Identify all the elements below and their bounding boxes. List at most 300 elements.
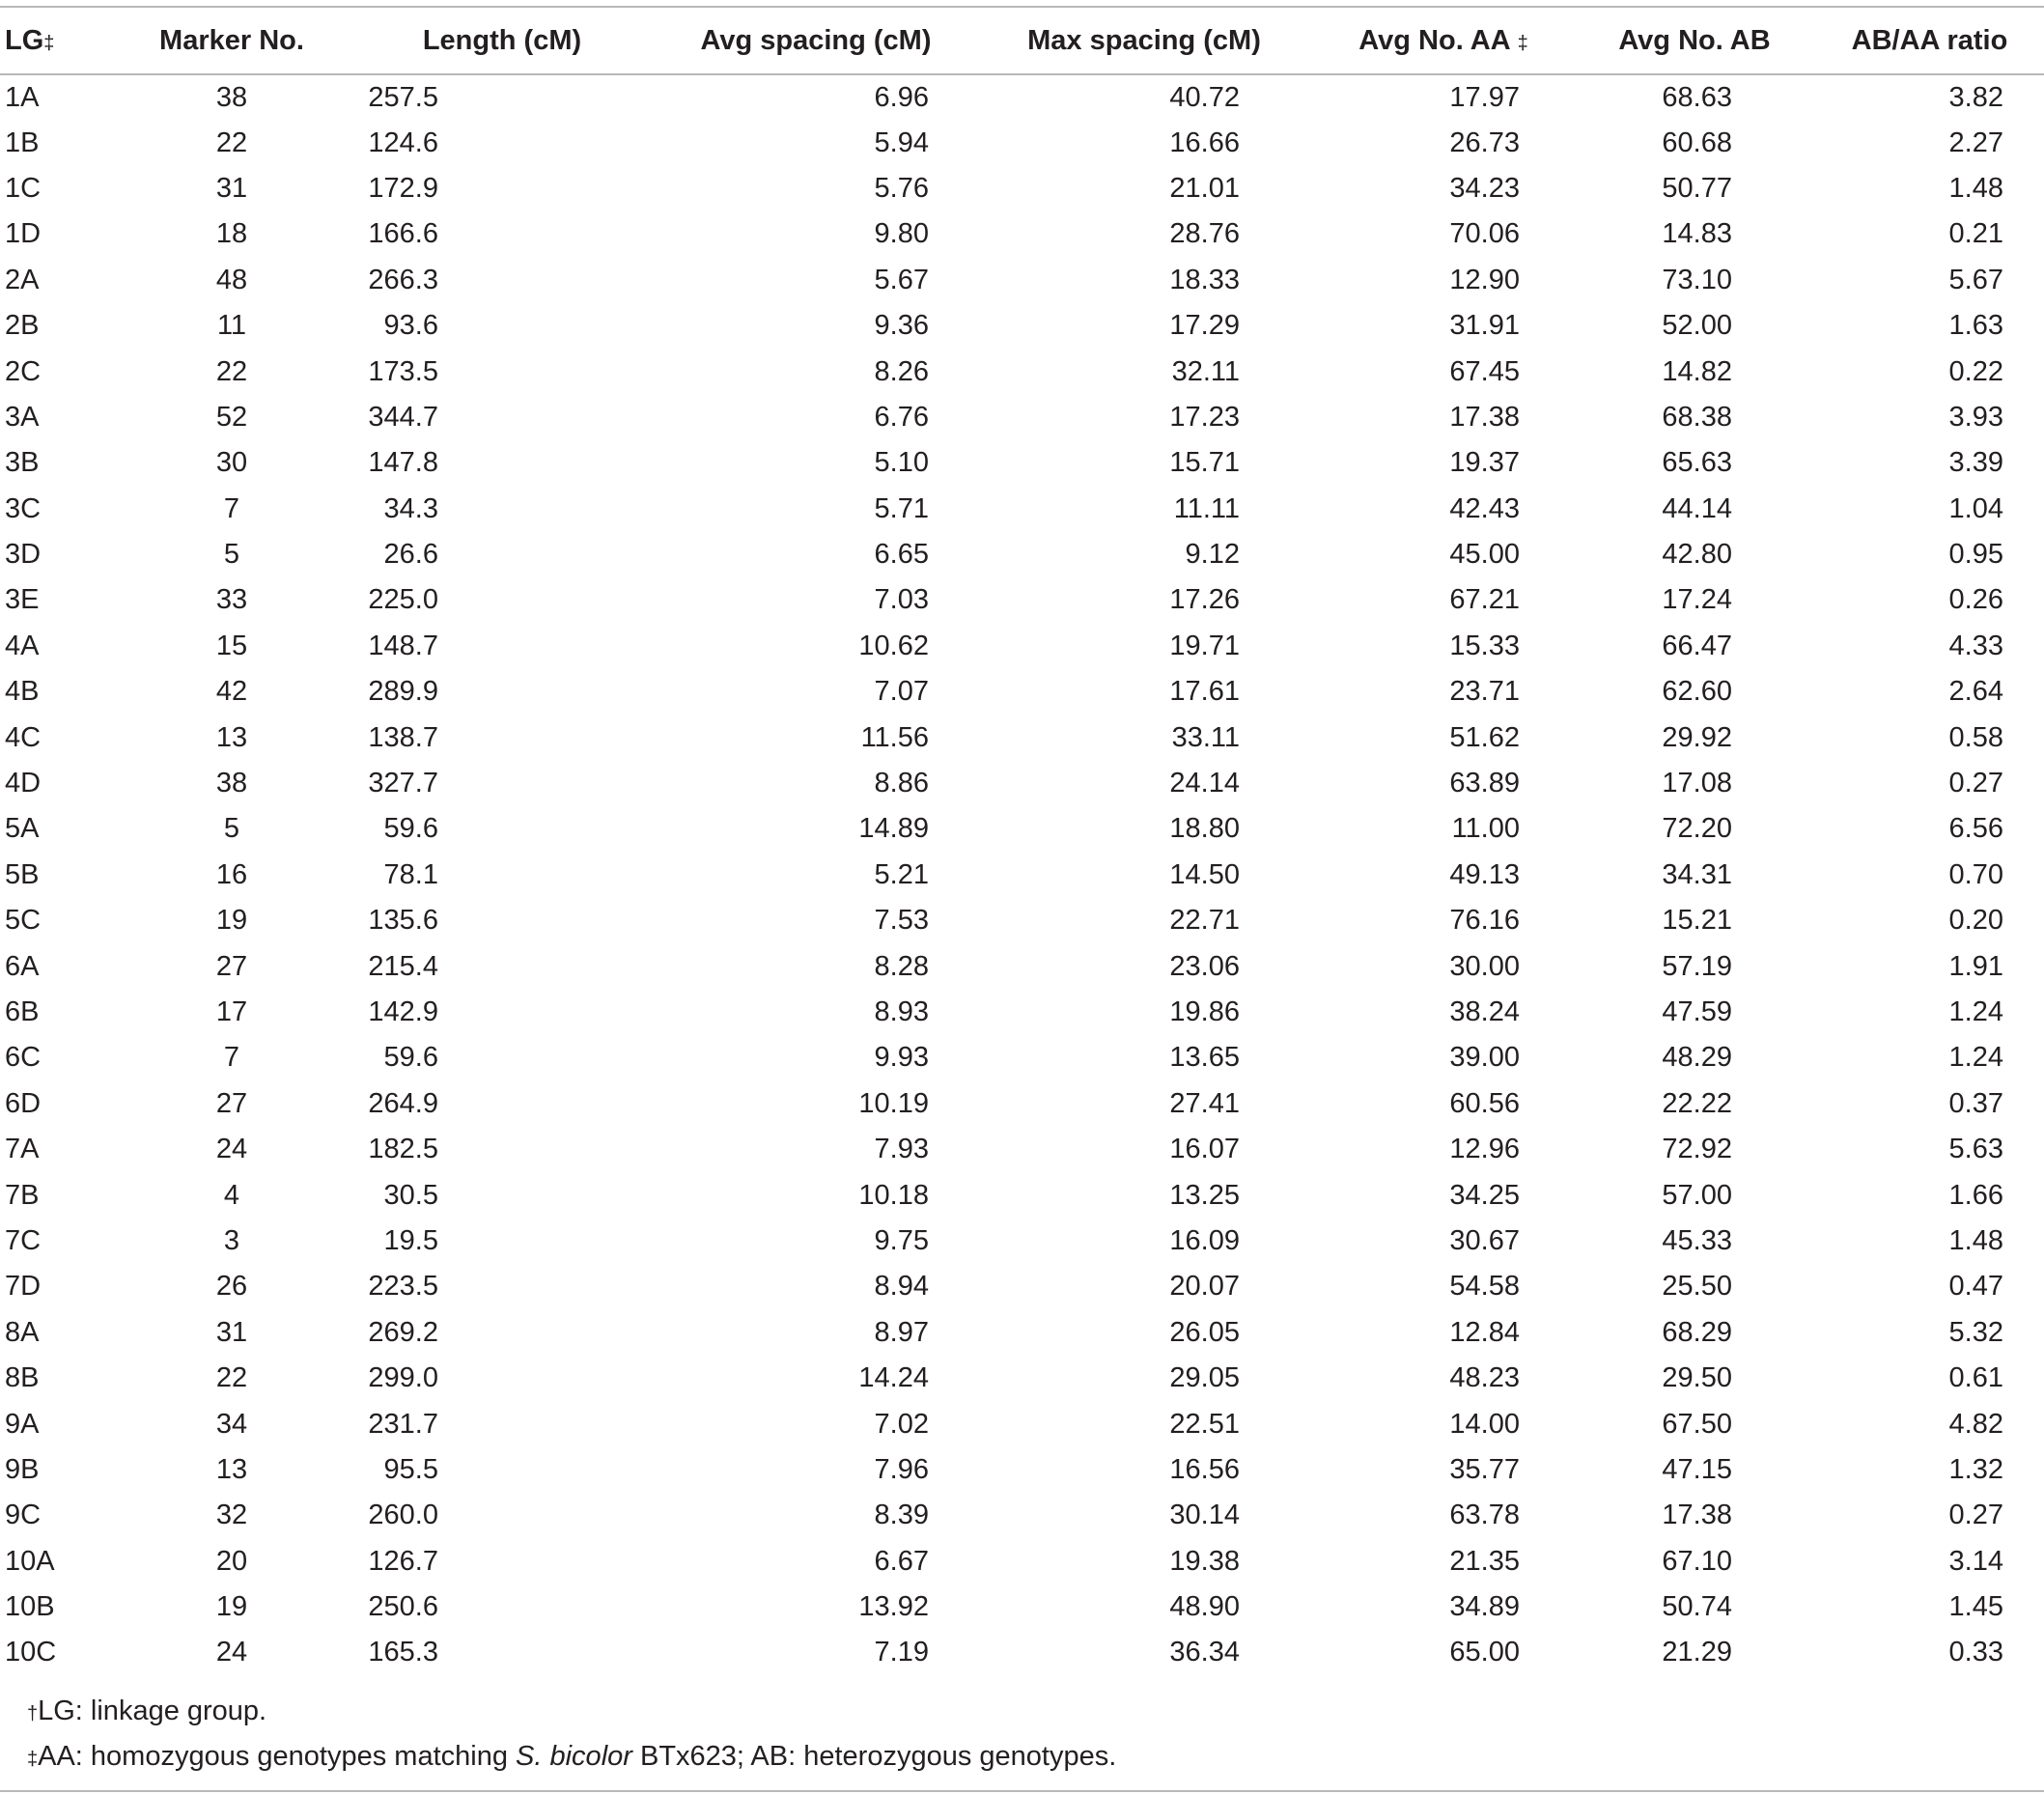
ab-aa-ratio-cell: 0.37 [1948, 1087, 2003, 1119]
table-row [0, 74, 2044, 120]
avg-ab-cell: 57.00 [1662, 1179, 1732, 1211]
length-cell: 30.5 [383, 1179, 438, 1211]
marker-no-cell: 17 [215, 996, 248, 1027]
max-spacing-cell: 29.05 [1169, 1362, 1240, 1394]
length-cell: 147.8 [368, 447, 438, 479]
avg-ab-cell: 17.38 [1662, 1500, 1732, 1531]
length-cell: 95.5 [383, 1453, 438, 1485]
avg-spacing-cell: 8.86 [874, 768, 929, 799]
footnote-lg-mark: † [27, 1703, 39, 1724]
lg-cell: 4D [5, 768, 42, 799]
table-row [0, 1356, 2044, 1401]
avg-ab-cell: 65.63 [1662, 447, 1732, 479]
avg-spacing-cell: 7.93 [874, 1134, 929, 1165]
avg-spacing-cell: 10.19 [858, 1087, 929, 1119]
length-cell: 215.4 [368, 950, 438, 982]
avg-spacing-cell: 6.96 [874, 81, 929, 113]
ab-aa-ratio-cell: 0.33 [1948, 1637, 2003, 1668]
avg-spacing-cell: 6.76 [874, 401, 929, 433]
marker-no-cell: 15 [215, 630, 248, 661]
avg-spacing-cell: 8.39 [874, 1500, 929, 1531]
lg-cell: 9B [5, 1453, 40, 1485]
avg-aa-cell: 54.58 [1449, 1271, 1520, 1303]
table-row [0, 761, 2044, 806]
marker-no-cell: 4 [223, 1179, 240, 1211]
lg-cell: 6D [5, 1087, 42, 1119]
ab-aa-ratio-cell: 3.39 [1948, 447, 2003, 479]
lg-cell: 3B [5, 447, 40, 479]
linkage-group-table [0, 6, 2044, 1676]
avg-ab-cell: 29.50 [1662, 1362, 1732, 1394]
length-cell: 299.0 [368, 1362, 438, 1394]
max-spacing-cell: 19.38 [1169, 1545, 1240, 1577]
avg-ab-cell: 44.14 [1662, 492, 1732, 524]
max-spacing-cell: 19.86 [1169, 996, 1240, 1027]
avg-ab-cell: 62.60 [1662, 676, 1732, 708]
max-spacing-cell: 32.11 [1171, 355, 1240, 387]
avg-spacing-cell: 10.18 [858, 1179, 929, 1211]
avg-ab-cell: 57.19 [1662, 950, 1732, 982]
marker-no-cell: 5 [223, 539, 240, 571]
lg-cell: 1A [5, 81, 40, 113]
max-spacing-cell: 28.76 [1169, 218, 1240, 250]
marker-no-cell: 24 [215, 1637, 248, 1668]
table-row [0, 487, 2044, 532]
marker-no-cell: 42 [215, 676, 248, 708]
col-header-lg [0, 7, 116, 74]
table-row [0, 990, 2044, 1035]
avg-ab-cell: 15.21 [1662, 905, 1732, 937]
length-cell: 269.2 [368, 1316, 438, 1348]
avg-ab-cell: 68.38 [1662, 401, 1732, 433]
length-cell: 34.3 [383, 492, 438, 524]
ab-aa-ratio-cell: 4.82 [1948, 1408, 2003, 1440]
table-row [0, 1127, 2044, 1172]
avg-spacing-cell: 5.21 [874, 858, 929, 890]
length-cell: 257.5 [368, 81, 438, 113]
length-cell: 19.5 [383, 1224, 438, 1256]
length-cell: 148.7 [368, 630, 438, 661]
lg-cell: 10A [5, 1545, 55, 1577]
avg-ab-cell: 60.68 [1662, 126, 1732, 158]
ab-aa-ratio-cell: 0.22 [1948, 355, 2003, 387]
avg-ab-cell: 25.50 [1662, 1271, 1732, 1303]
avg-ab-cell: 68.29 [1662, 1316, 1732, 1348]
avg-ab-cell: 73.10 [1662, 264, 1732, 295]
max-spacing-cell: 21.01 [1169, 172, 1240, 204]
max-spacing-cell: 16.07 [1169, 1134, 1240, 1165]
marker-no-cell: 34 [215, 1408, 248, 1440]
lg-cell: 7B [5, 1179, 40, 1211]
col-header-marker-no: Marker No. [159, 24, 304, 56]
marker-no-cell: 22 [215, 126, 248, 158]
avg-aa-cell: 38.24 [1449, 996, 1520, 1027]
length-cell: 138.7 [368, 721, 438, 753]
avg-aa-cell: 12.84 [1449, 1316, 1520, 1348]
marker-no-cell: 22 [215, 1362, 248, 1394]
lg-cell: 3C [5, 492, 42, 524]
marker-no-cell: 32 [215, 1500, 248, 1531]
max-spacing-cell: 11.11 [1173, 492, 1240, 524]
avg-spacing-cell: 13.92 [858, 1591, 929, 1623]
marker-no-cell: 30 [215, 447, 248, 479]
avg-ab-cell: 52.00 [1662, 310, 1732, 342]
max-spacing-cell: 16.56 [1169, 1453, 1240, 1485]
avg-spacing-cell: 7.02 [874, 1408, 929, 1440]
marker-no-cell: 16 [215, 858, 248, 890]
length-cell: 264.9 [368, 1087, 438, 1119]
max-spacing-cell: 18.33 [1169, 264, 1240, 295]
avg-spacing-cell: 9.80 [874, 218, 929, 250]
avg-ab-cell: 66.47 [1662, 630, 1732, 661]
avg-aa-cell: 48.23 [1449, 1362, 1520, 1394]
footnote-lg [0, 1689, 2044, 1734]
ab-aa-ratio-cell: 0.61 [1948, 1362, 2003, 1394]
length-cell: 135.6 [368, 905, 438, 937]
max-spacing-cell: 18.80 [1169, 813, 1240, 845]
lg-cell: 8A [5, 1316, 40, 1348]
avg-spacing-cell: 14.89 [858, 813, 929, 845]
marker-no-cell: 33 [215, 584, 248, 616]
max-spacing-cell: 16.09 [1169, 1224, 1240, 1256]
max-spacing-cell: 16.66 [1169, 126, 1240, 158]
max-spacing-cell: 22.71 [1169, 905, 1240, 937]
table-row [0, 577, 2044, 623]
ab-aa-ratio-cell: 6.56 [1948, 813, 2003, 845]
table-row [0, 898, 2044, 943]
lg-cell: 9C [5, 1500, 42, 1531]
avg-ab-cell: 48.29 [1662, 1042, 1732, 1074]
header-row [0, 7, 2044, 74]
ab-aa-ratio-cell: 3.93 [1948, 401, 2003, 433]
lg-cell: 7D [5, 1271, 42, 1303]
avg-spacing-cell: 5.71 [874, 492, 929, 524]
ab-aa-ratio-cell: 1.66 [1948, 1179, 2003, 1211]
table-row [0, 395, 2044, 440]
max-spacing-cell: 17.26 [1169, 584, 1240, 616]
ab-aa-ratio-cell: 1.24 [1948, 996, 2003, 1027]
avg-aa-cell: 31.91 [1449, 310, 1520, 342]
ab-aa-ratio-cell: 0.21 [1948, 218, 2003, 250]
avg-aa-cell: 45.00 [1449, 539, 1520, 571]
ab-aa-ratio-cell: 0.58 [1948, 721, 2003, 753]
length-cell: 26.6 [383, 539, 438, 571]
length-cell: 165.3 [368, 1637, 438, 1668]
marker-no-cell: 19 [215, 905, 248, 937]
marker-no-cell: 22 [215, 355, 248, 387]
avg-ab-cell: 21.29 [1662, 1637, 1732, 1668]
avg-ab-cell: 68.63 [1662, 81, 1732, 113]
length-cell: 223.5 [368, 1271, 438, 1303]
table-row [0, 1310, 2044, 1356]
table-row [0, 1539, 2044, 1584]
length-cell: 166.6 [368, 218, 438, 250]
lg-cell: 4B [5, 676, 40, 708]
col-header-avg-aa-label: Avg No. AA [1358, 24, 1510, 56]
avg-spacing-cell: 5.94 [874, 126, 929, 158]
max-spacing-cell: 48.90 [1169, 1591, 1240, 1623]
ab-aa-ratio-cell: 0.26 [1948, 584, 2003, 616]
avg-ab-cell: 72.92 [1662, 1134, 1732, 1165]
marker-no-cell: 3 [223, 1224, 240, 1256]
ab-aa-ratio-cell: 1.45 [1948, 1591, 2003, 1623]
col-header-max-spacing: Max spacing (cM) [1027, 24, 1261, 56]
table-row [0, 166, 2044, 211]
avg-aa-cell: 70.06 [1449, 218, 1520, 250]
avg-spacing-cell: 11.56 [860, 721, 929, 753]
avg-aa-cell: 76.16 [1449, 905, 1520, 937]
avg-aa-cell: 34.23 [1449, 172, 1520, 204]
table-row [0, 1630, 2044, 1675]
marker-no-cell: 13 [215, 1453, 248, 1485]
avg-ab-cell: 50.77 [1662, 172, 1732, 204]
length-cell: 59.6 [383, 1042, 438, 1074]
ab-aa-ratio-cell: 1.48 [1948, 1224, 2003, 1256]
lg-cell: 4A [5, 630, 40, 661]
avg-aa-cell: 12.96 [1449, 1134, 1520, 1165]
avg-ab-cell: 17.24 [1662, 584, 1732, 616]
avg-spacing-cell: 9.75 [874, 1224, 929, 1256]
avg-aa-cell: 34.89 [1449, 1591, 1520, 1623]
lg-cell: 3E [5, 584, 40, 616]
lg-cell: 9A [5, 1408, 40, 1440]
avg-aa-cell: 65.00 [1449, 1637, 1520, 1668]
avg-spacing-cell: 7.96 [874, 1453, 929, 1485]
lg-cell: 10C [5, 1637, 57, 1668]
table-header [0, 7, 2044, 74]
max-spacing-cell: 14.50 [1169, 858, 1240, 890]
marker-no-cell: 27 [215, 1087, 248, 1119]
avg-ab-cell: 47.15 [1662, 1453, 1732, 1485]
table-row [0, 1447, 2044, 1493]
length-cell: 231.7 [368, 1408, 438, 1440]
avg-aa-cell: 63.89 [1449, 768, 1520, 799]
ab-aa-ratio-cell: 1.32 [1948, 1453, 2003, 1485]
avg-spacing-cell: 5.10 [874, 447, 929, 479]
max-spacing-cell: 24.14 [1169, 768, 1240, 799]
max-spacing-cell: 40.72 [1169, 81, 1240, 113]
avg-aa-cell: 11.00 [1451, 813, 1520, 845]
table-row [0, 943, 2044, 989]
ab-aa-ratio-cell: 0.27 [1948, 768, 2003, 799]
lg-cell: 5B [5, 858, 40, 890]
avg-aa-cell: 12.90 [1449, 264, 1520, 295]
table-row [0, 1035, 2044, 1080]
avg-aa-cell: 30.00 [1449, 950, 1520, 982]
ab-aa-ratio-cell: 0.20 [1948, 905, 2003, 937]
avg-ab-cell: 47.59 [1662, 996, 1732, 1027]
footnote-genotypes-text-after: BTx623; AB: heterozygous genotypes. [631, 1741, 1117, 1772]
avg-ab-cell: 72.20 [1662, 813, 1732, 845]
avg-spacing-cell: 9.36 [874, 310, 929, 342]
avg-spacing-cell: 8.93 [874, 996, 929, 1027]
table-row [0, 669, 2044, 715]
avg-aa-cell: 17.38 [1449, 401, 1520, 433]
max-spacing-cell: 20.07 [1169, 1271, 1240, 1303]
lg-cell: 6B [5, 996, 40, 1027]
marker-no-cell: 7 [223, 1042, 240, 1074]
lg-cell: 1D [5, 218, 42, 250]
max-spacing-cell: 19.71 [1169, 630, 1240, 661]
aa-footnote-mark: ‡ [1517, 32, 1528, 54]
length-cell: 173.5 [368, 355, 438, 387]
avg-spacing-cell: 7.07 [874, 676, 929, 708]
table-footnotes [0, 1689, 2044, 1780]
avg-ab-cell: 22.22 [1662, 1087, 1732, 1119]
avg-spacing-cell: 14.24 [858, 1362, 929, 1394]
max-spacing-cell: 27.41 [1169, 1087, 1240, 1119]
table-row [0, 624, 2044, 669]
marker-no-cell: 31 [215, 1316, 248, 1348]
avg-aa-cell: 26.73 [1449, 126, 1520, 158]
marker-no-cell: 19 [215, 1591, 248, 1623]
lg-cell: 3D [5, 539, 42, 571]
marker-no-cell: 5 [223, 813, 240, 845]
avg-ab-cell: 17.08 [1662, 768, 1732, 799]
length-cell: 225.0 [368, 584, 438, 616]
max-spacing-cell: 33.11 [1171, 721, 1240, 753]
avg-aa-cell: 34.25 [1449, 1179, 1520, 1211]
table-row [0, 1219, 2044, 1264]
lg-cell: 6C [5, 1042, 42, 1074]
avg-aa-cell: 35.77 [1449, 1453, 1520, 1485]
avg-spacing-cell: 7.19 [874, 1637, 929, 1668]
ab-aa-ratio-cell: 3.14 [1948, 1545, 2003, 1577]
table-row [0, 853, 2044, 898]
avg-spacing-cell: 6.65 [874, 539, 929, 571]
avg-aa-cell: 63.78 [1449, 1500, 1520, 1531]
marker-no-cell: 20 [215, 1545, 248, 1577]
table-row [0, 1401, 2044, 1446]
table-row [0, 532, 2044, 577]
marker-no-cell: 52 [215, 401, 248, 433]
avg-aa-cell: 67.21 [1449, 584, 1520, 616]
length-cell: 59.6 [383, 813, 438, 845]
lg-cell: 2A [5, 264, 40, 295]
table-body [0, 74, 2044, 1676]
lg-cell: 7A [5, 1134, 40, 1165]
ab-aa-ratio-cell: 1.24 [1948, 1042, 2003, 1074]
table-row [0, 1081, 2044, 1127]
table-row [0, 1172, 2044, 1218]
lg-cell: 4C [5, 721, 42, 753]
col-header-avg-spacing: Avg spacing (cM) [700, 24, 932, 56]
max-spacing-cell: 15.71 [1169, 447, 1240, 479]
lg-cell: 2B [5, 310, 40, 342]
table-row [0, 1584, 2044, 1630]
avg-aa-cell: 42.43 [1449, 492, 1520, 524]
ab-aa-ratio-cell: 4.33 [1948, 630, 2003, 661]
marker-no-cell: 18 [215, 218, 248, 250]
max-spacing-cell: 17.23 [1169, 401, 1240, 433]
length-cell: 250.6 [368, 1591, 438, 1623]
col-header-lg-label: LG [5, 24, 44, 56]
length-cell: 172.9 [368, 172, 438, 204]
avg-ab-cell: 42.80 [1662, 539, 1732, 571]
lg-cell: 2C [5, 355, 42, 387]
max-spacing-cell: 26.05 [1169, 1316, 1240, 1348]
table-row [0, 806, 2044, 852]
marker-no-cell: 31 [215, 172, 248, 204]
avg-spacing-cell: 8.26 [874, 355, 929, 387]
footnote-lg-text: LG: linkage group. [38, 1696, 267, 1726]
avg-ab-cell: 14.82 [1662, 355, 1732, 387]
table-row [0, 1264, 2044, 1309]
length-cell: 266.3 [368, 264, 438, 295]
table-row [0, 258, 2044, 303]
avg-aa-cell: 49.13 [1449, 858, 1520, 890]
max-spacing-cell: 17.61 [1169, 676, 1240, 708]
marker-no-cell: 13 [215, 721, 248, 753]
avg-aa-cell: 23.71 [1449, 676, 1520, 708]
avg-aa-cell: 60.56 [1449, 1087, 1520, 1119]
avg-spacing-cell: 8.97 [874, 1316, 929, 1348]
avg-ab-cell: 67.10 [1662, 1545, 1732, 1577]
table-row [0, 1493, 2044, 1538]
ab-aa-ratio-cell: 1.04 [1948, 492, 2003, 524]
avg-spacing-cell: 8.94 [874, 1271, 929, 1303]
avg-ab-cell: 29.92 [1662, 721, 1732, 753]
table-row [0, 120, 2044, 165]
avg-aa-cell: 21.35 [1449, 1545, 1520, 1577]
length-cell: 142.9 [368, 996, 438, 1027]
avg-spacing-cell: 8.28 [874, 950, 929, 982]
avg-ab-cell: 67.50 [1662, 1408, 1732, 1440]
avg-aa-cell: 39.00 [1449, 1042, 1520, 1074]
lg-cell: 3A [5, 401, 40, 433]
length-cell: 182.5 [368, 1134, 438, 1165]
length-cell: 344.7 [368, 401, 438, 433]
ab-aa-ratio-cell: 0.47 [1948, 1271, 2003, 1303]
length-cell: 78.1 [383, 858, 438, 890]
max-spacing-cell: 22.51 [1169, 1408, 1240, 1440]
ab-aa-ratio-cell: 5.67 [1948, 264, 2003, 295]
lg-cell: 5A [5, 813, 40, 845]
length-cell: 126.7 [368, 1545, 438, 1577]
col-header-length: Length (cM) [422, 24, 582, 56]
avg-aa-cell: 51.62 [1449, 721, 1520, 753]
footnote-genotypes-text-before: AA: homozygous genotypes matching [38, 1741, 517, 1772]
marker-no-cell: 11 [216, 310, 247, 342]
marker-no-cell: 24 [215, 1134, 248, 1165]
table-row [0, 440, 2044, 486]
max-spacing-cell: 13.65 [1169, 1042, 1240, 1074]
avg-spacing-cell: 5.67 [874, 264, 929, 295]
ab-aa-ratio-cell: 3.82 [1948, 81, 2003, 113]
avg-aa-cell: 30.67 [1449, 1224, 1520, 1256]
lg-cell: 6A [5, 950, 40, 982]
max-spacing-cell: 23.06 [1169, 950, 1240, 982]
length-cell: 289.9 [368, 676, 438, 708]
lg-cell: 7C [5, 1224, 42, 1256]
max-spacing-cell: 36.34 [1169, 1637, 1240, 1668]
lg-cell: 5C [5, 905, 42, 937]
ab-aa-ratio-cell: 1.63 [1948, 310, 2003, 342]
length-cell: 93.6 [383, 310, 438, 342]
footnote-species-name: S. bicolor [516, 1741, 632, 1772]
lg-cell: 1C [5, 172, 42, 204]
avg-spacing-cell: 9.93 [874, 1042, 929, 1074]
marker-no-cell: 38 [215, 768, 248, 799]
avg-aa-cell: 14.00 [1449, 1408, 1520, 1440]
marker-no-cell: 48 [215, 264, 248, 295]
ab-aa-ratio-cell: 5.63 [1948, 1134, 2003, 1165]
bottom-rule [0, 1790, 2044, 1792]
col-header-avg-aa [1313, 7, 1574, 74]
avg-ab-cell: 45.33 [1662, 1224, 1732, 1256]
avg-spacing-cell: 5.76 [874, 172, 929, 204]
lg-cell: 10B [5, 1591, 55, 1623]
